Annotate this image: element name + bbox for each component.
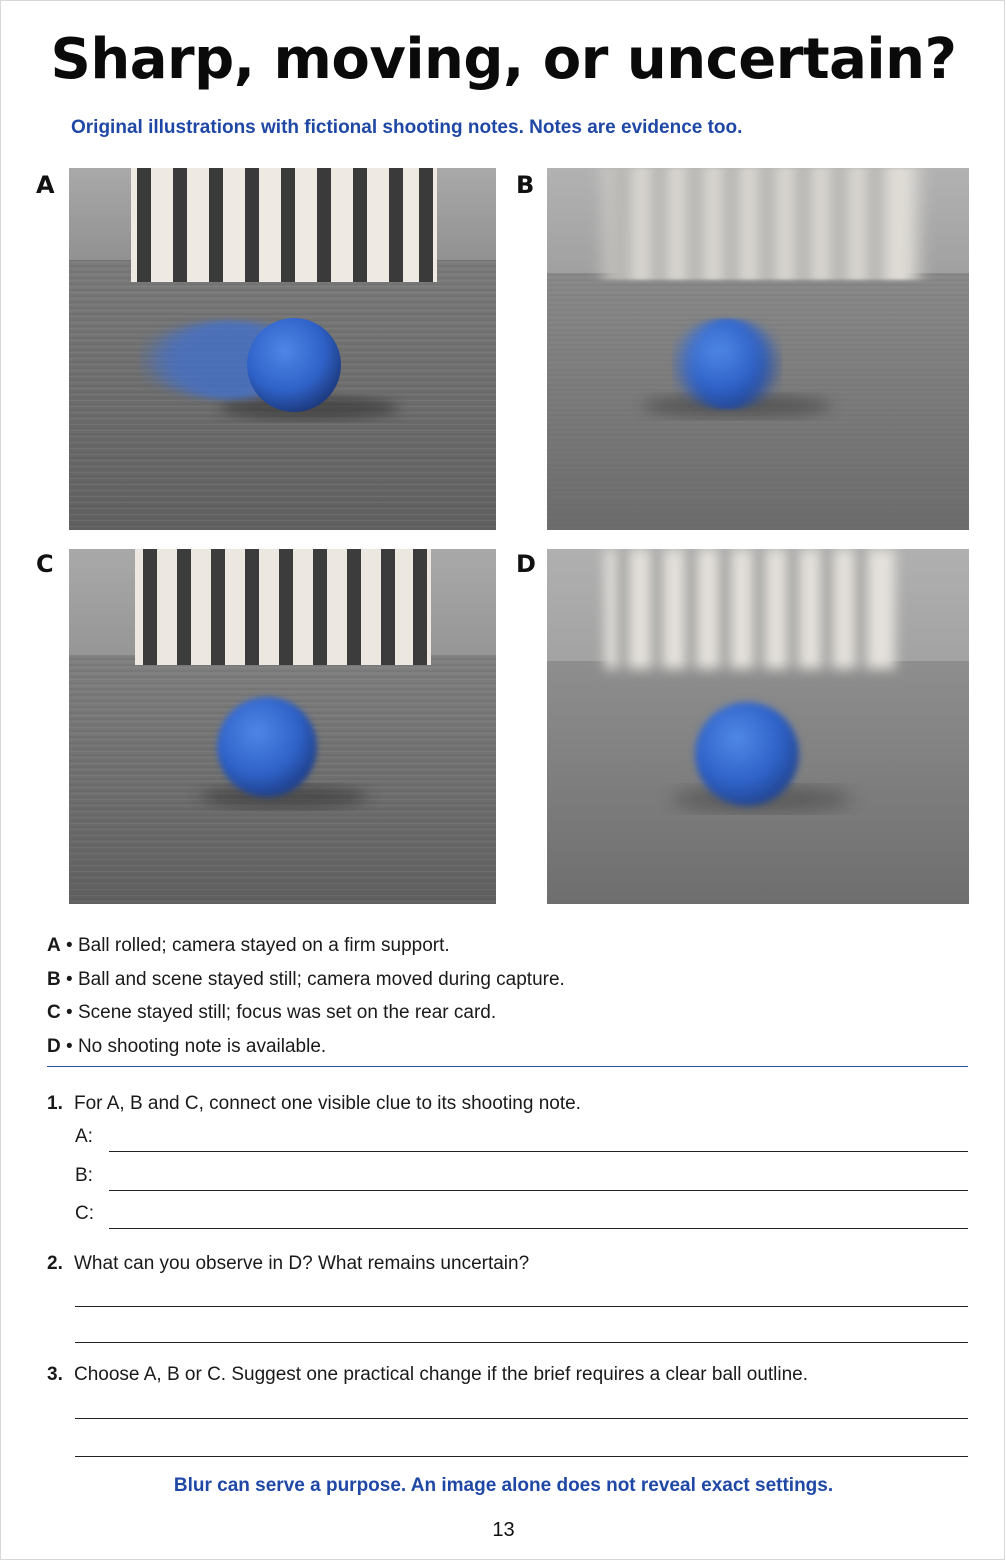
section-divider bbox=[47, 1066, 968, 1067]
question-1: 1. For A, B and C, connect one visible clue to its shooting note. bbox=[47, 1093, 581, 1114]
page-number: 13 bbox=[492, 1519, 515, 1541]
question-3: 3. Choose A, B or C. Suggest one practical change if the brief requires a clear ball outline. bbox=[47, 1364, 809, 1385]
answer-row-a[interactable]: A: bbox=[75, 1126, 968, 1156]
writing-line[interactable] bbox=[75, 1418, 968, 1419]
panel-label-d: D bbox=[516, 550, 536, 578]
page-subtitle: Original illustrations with fictional shooting notes. Notes are evidence too. bbox=[71, 117, 743, 138]
writing-line[interactable] bbox=[75, 1306, 968, 1307]
photo-b bbox=[547, 168, 969, 530]
answer-line[interactable] bbox=[109, 1190, 968, 1191]
answer-row-b[interactable]: B: bbox=[75, 1165, 968, 1195]
shooting-notes bbox=[47, 929, 967, 1063]
note-a: A • Ball rolled; camera stayed on a firm support. bbox=[47, 935, 450, 956]
answer-row-c[interactable]: C: bbox=[75, 1203, 968, 1233]
panel-label-a: A bbox=[36, 171, 55, 199]
footer-note: Blur can serve a purpose. An image alone does not reveal exact settings. bbox=[173, 1475, 834, 1496]
note-d: D • No shooting note is available. bbox=[47, 1035, 327, 1057]
page-title: Sharp, moving, or uncertain? bbox=[50, 27, 957, 92]
photo-d bbox=[547, 549, 969, 904]
writing-line[interactable] bbox=[75, 1456, 968, 1457]
question-2: 2. What can you observe in D? What remains uncertain? bbox=[47, 1253, 530, 1274]
answer-line[interactable] bbox=[109, 1228, 968, 1229]
answer-line[interactable] bbox=[109, 1151, 968, 1152]
photo-c bbox=[69, 549, 496, 904]
panel-label-c: C bbox=[36, 550, 54, 578]
note-c: C • Scene stayed still; focus was set on the rear card. bbox=[47, 1002, 497, 1024]
note-b: B • Ball and scene stayed still; camera moved during capture. bbox=[47, 968, 565, 990]
panel-label-b: B bbox=[516, 171, 535, 199]
photo-a bbox=[69, 168, 496, 530]
writing-line[interactable] bbox=[75, 1342, 968, 1343]
